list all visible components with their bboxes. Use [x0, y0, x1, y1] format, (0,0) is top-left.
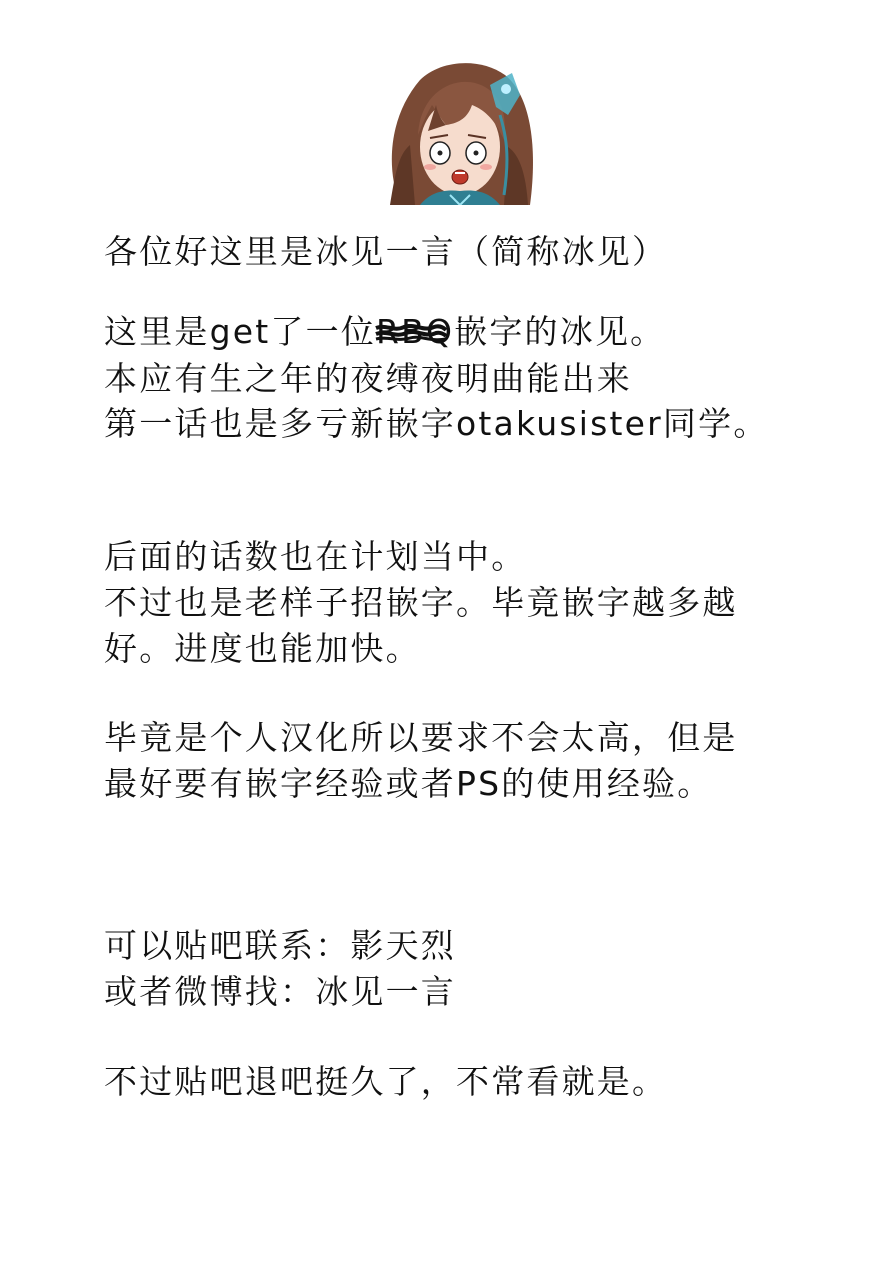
greeting-text: 各位好这里是冰见一言（简称冰见） — [104, 232, 668, 271]
plan-line-3: 好。进度也能加快。 — [104, 629, 421, 668]
contact-line-2: 或者微博找：冰见一言 — [104, 972, 456, 1011]
recruit-line-1 — [104, 310, 665, 354]
scribbled-word: RBQ — [376, 312, 455, 351]
contact-line-1: 可以贴吧联系：影天烈 — [104, 926, 456, 965]
requirement-line-1: 毕竟是个人汉化所以要求不会太高，但是 — [104, 718, 738, 757]
recruit-line-3: 第一话也是多亏新嵌字otakusister同学。 — [104, 404, 769, 443]
plan-line-2: 不过也是老样子招嵌字。毕竟嵌字越多越 — [104, 583, 738, 622]
scribble-out-mark — [374, 324, 448, 342]
recruit-line-1-suffix: 嵌字的冰见。 — [454, 312, 666, 351]
footer-line-1: 不过贴吧退吧挺久了，不常看就是。 — [104, 1062, 668, 1101]
recruit-line-2: 本应有生之年的夜缚夜明曲能出来 — [104, 359, 632, 398]
recruit-line-1-prefix: 这里是get了一位 — [104, 312, 376, 351]
avatar — [380, 55, 538, 205]
anime-girl-avatar-icon — [380, 55, 538, 205]
plan-line-1: 后面的话数也在计划当中。 — [104, 537, 527, 576]
requirement-line-2: 最好要有嵌字经验或者PS的使用经验。 — [104, 764, 713, 803]
